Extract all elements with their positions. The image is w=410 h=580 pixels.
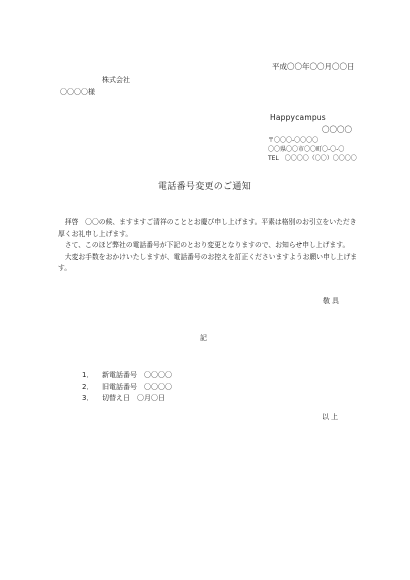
sender-company: Happycampus [270,113,326,122]
body-paragraph-2: さて、このほど弊社の電話番号が下記のとおり変更となりますので、お知らせ申し上げます。 [58,241,350,250]
list-item [82,370,172,382]
item-text: 新電話番号 〇〇〇〇 [102,371,172,379]
sender-tel: TEL 〇〇〇〇（〇〇）〇〇〇〇 [268,155,357,162]
item-text: 旧電話番号 〇〇〇〇 [102,382,172,391]
sender-address: 〇〇県〇〇市〇〇町〇-〇-〇 [268,146,345,153]
list-item [82,393,172,405]
body-paragraph-3: 大変お手数をおかけいたしますが、電話番号のお控えを訂正くださいますようお願い申し上げます。 [58,252,358,273]
item-text: 切替え日 〇月〇日 [102,394,165,402]
sender-person: 〇〇〇〇 [322,125,352,134]
closing-ijou: 以上 [322,413,340,421]
ki-heading: 記 [200,334,207,342]
item-number: 1． [82,371,94,379]
recipient-company: 株式会社 [102,76,130,84]
item-number: 3． [82,394,94,402]
document-title: 電話番号変更のご通知 [158,182,252,192]
document-date: 平成〇〇年〇〇月〇〇日 [272,62,355,71]
closing-keigu: 敬具 [323,297,341,305]
recipient-name: 〇〇〇〇様 [60,88,95,96]
list-item [82,382,172,394]
letter-body [58,217,358,275]
sender-zip: 〒〇〇〇-〇〇〇〇 [268,137,319,144]
item-number: 2． [82,382,94,391]
body-paragraph-1: 拝啓 〇〇の候、ますますご清祥のこととお慶び申し上げます。平素は格別のお引立をいただき厚くお礼申し上げます。 [58,218,357,238]
item-list [82,370,172,405]
